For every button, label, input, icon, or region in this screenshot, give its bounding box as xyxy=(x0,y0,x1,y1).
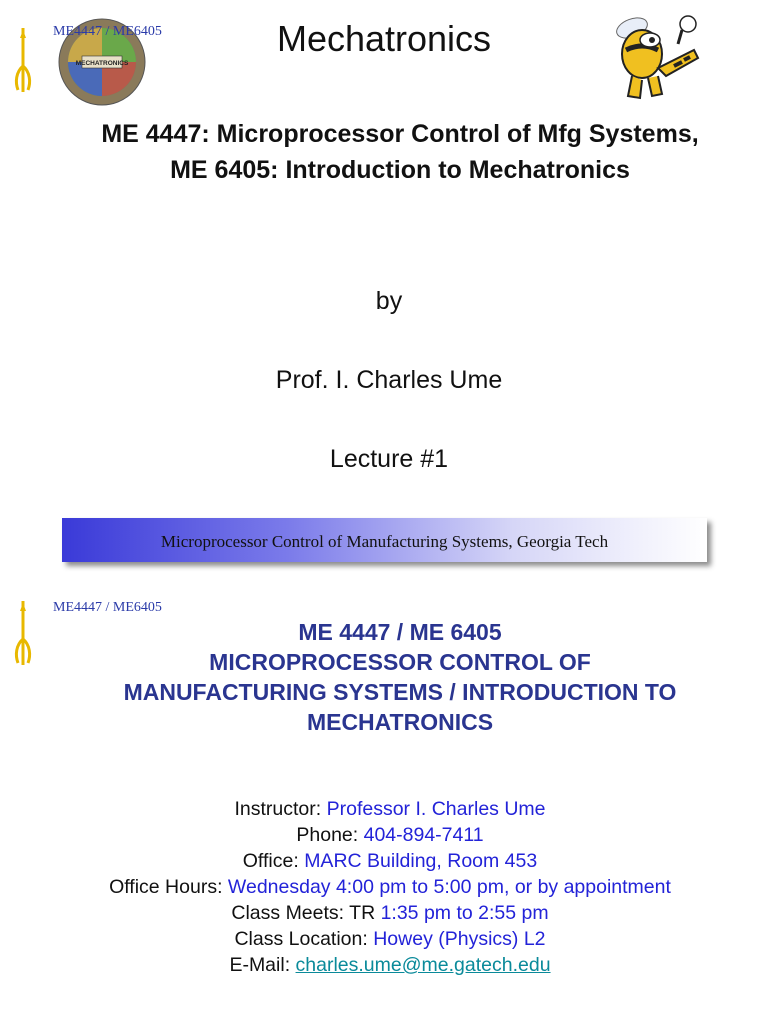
course-subtitle-line-1: ME 4447: Microprocessor Control of Mfg Systems, xyxy=(101,120,699,148)
info-value: Professor I. Charles Ume xyxy=(326,798,546,820)
info-row-office xyxy=(0,848,768,874)
course-title-line-3: MANUFACTURING SYSTEMS / INTRODUCTION TO xyxy=(123,679,677,705)
info-label: Class Meets: TR xyxy=(231,902,381,924)
course-title-line-4: MECHATRONICS xyxy=(306,709,494,735)
info-row-email xyxy=(0,952,768,978)
yellow-jacket-mascot-icon xyxy=(612,10,704,102)
email-link[interactable]: charles.ume@me.gatech.edu xyxy=(295,954,551,976)
info-value: 1:35 pm to 2:55 pm xyxy=(380,902,549,924)
info-value: Wednesday 4:00 pm to 5:00 pm, or by appointment xyxy=(227,876,671,898)
course-title xyxy=(60,617,740,737)
footer-banner xyxy=(62,518,707,562)
info-label: Instructor: xyxy=(234,798,327,820)
info-row-office-hours xyxy=(0,874,768,900)
course-title-line-2: MICROPROCESSOR CONTROL OF xyxy=(209,649,591,675)
course-subtitle xyxy=(90,116,710,188)
course-subtitle-line-2: ME 6405: Introduction to Mechatronics xyxy=(170,156,630,184)
info-row-class-meets xyxy=(0,900,768,926)
info-value: 404-894-7411 xyxy=(363,824,484,846)
info-row-class-location xyxy=(0,926,768,952)
info-label: Office Hours: xyxy=(109,876,228,898)
author-name: Prof. I. Charles Ume xyxy=(275,366,503,394)
info-label: E-Mail: xyxy=(229,954,296,976)
slide-title: Mechatronics xyxy=(276,18,492,59)
info-value: Howey (Physics) L2 xyxy=(373,928,546,950)
course-info xyxy=(0,796,768,978)
info-row-instructor xyxy=(0,796,768,822)
header-tag: ME4447 / ME6405 xyxy=(53,24,162,39)
by-text: by xyxy=(375,287,403,315)
seal-label: MECHATRONICS xyxy=(75,60,129,67)
info-row-phone xyxy=(0,822,768,848)
slide-2 xyxy=(0,585,768,1024)
info-label: Class Location: xyxy=(234,928,374,950)
lecture-number: Lecture #1 xyxy=(329,445,449,473)
info-label: Phone: xyxy=(296,824,364,846)
info-value: MARC Building, Room 453 xyxy=(304,850,538,872)
header-tag: ME4447 / ME6405 xyxy=(53,600,162,615)
info-label: Office: xyxy=(242,850,305,872)
footer-banner-text: Microprocessor Control of Manufacturing Systems, Georgia Tech xyxy=(160,532,609,551)
georgia-tech-torch-icon xyxy=(12,599,34,669)
course-title-line-1: ME 4447 / ME 6405 xyxy=(298,619,502,645)
